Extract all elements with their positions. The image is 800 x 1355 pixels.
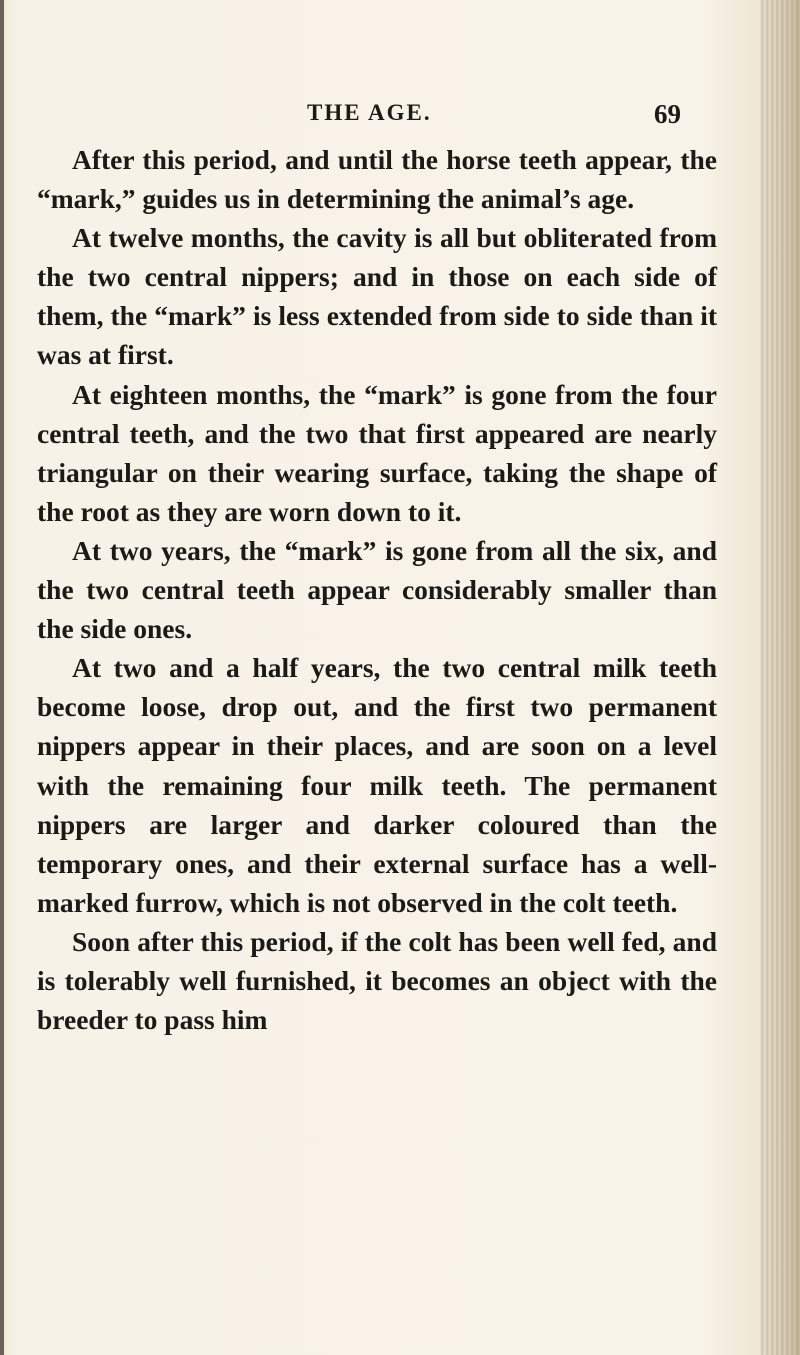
paragraph: At two years, the “mark” is gone from all the six, and the two central teeth appear considerably smaller than the side ones. [37,534,717,645]
paragraph: After this period, and until the horse teeth appear, the “mark,” guides us in determining the animal’s age. [37,144,717,215]
page-binding-shadow [760,0,800,1355]
paragraph: At two and a half years, the two central milk teeth become loose, drop out, and the first two permanent nippers appear in their places, and are soon on a level with the remaining four milk teeth. The permanent nippers are larger and darker coloured than the temporary ones, and their external surface has a well-marked furrow, which is not observed in the colt teeth. [37,652,717,918]
paragraph: At eighteen months, the “mark” is gone from the four central teeth, and the two that first appeared are nearly triangular on their wearing surface, taking the shape of the root as they are worn down to it. [37,378,717,527]
body-text [37,140,717,1039]
paragraph: At twelve months, the cavity is all but obliterated from the two central nippers; and in those on each side of them, the “mark” is less extended from side to side than it was at first. [37,222,717,371]
page-number: 69 [654,99,681,129]
running-head [0,100,760,130]
paragraph: Soon after this period, if the colt has been well fed, and is tolerably well furnished, it becomes an object with the breeder to pass him [37,925,717,1036]
page-left-edge [0,0,4,1355]
page-title: THE AGE. [307,100,432,125]
